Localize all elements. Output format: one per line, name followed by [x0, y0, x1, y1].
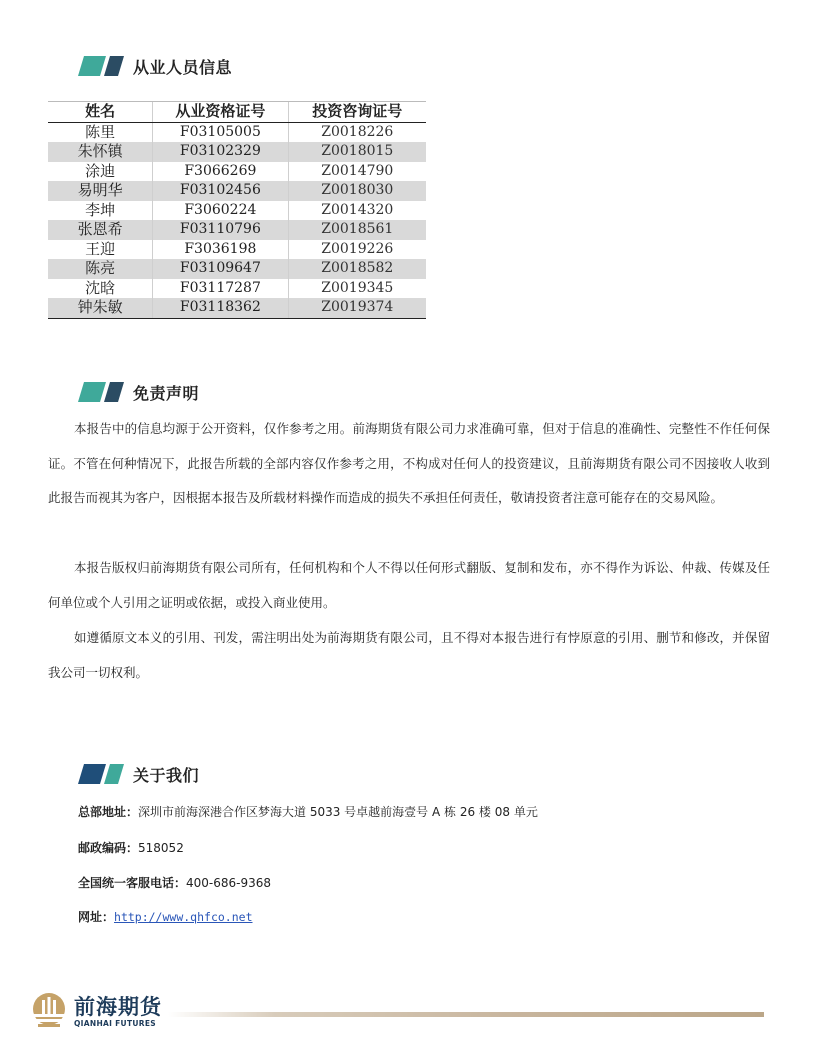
qualification-number: F03105005	[153, 122, 288, 142]
disclaimer-paragraph-1: 本报告中的信息均源于公开资料，仅作参考之用。前海期货有限公司力求准确可靠，但对于信息的准确性、完整性不作任何保证。不管在何种情况下，此报告所载的全部内容仅作参考之用，不构成对任何人的投资建议，且前海期货有限公司不因接收人收到此报告而视其为客户，因根据本报告及所载材料操作而造成的损失不承担任何责任，敬请投资者注意可能存在的交易风险。	[48, 421, 770, 505]
address-value: 深圳市前海深港合作区梦海大道 5033 号卓越前海壹号 A 栋 26 楼 08 单元	[138, 805, 538, 819]
qualification-number: F03118362	[153, 298, 288, 318]
disclaimer-paragraph-3: 如遵循原文本义的引用、刊发，需注明出处为前海期货有限公司，且不得对本报告进行有悖原意的引用、删节和修改，并保留我公司一切权利。	[48, 630, 770, 680]
company-logo	[30, 992, 162, 1030]
hotline-label: 全国统一客服电话：	[78, 876, 187, 890]
staff-name: 沈晗	[85, 278, 116, 297]
hotline-line	[78, 874, 271, 891]
consulting-number: Z0018015	[288, 142, 426, 162]
consulting-number: Z0019226	[288, 240, 426, 260]
table-row	[48, 201, 426, 221]
logo-emblem-icon	[30, 992, 68, 1030]
address-line	[78, 803, 538, 820]
staff-name: 钟朱敏	[48, 298, 153, 318]
table-row	[48, 220, 426, 240]
consulting-number: Z0018582	[288, 259, 426, 279]
staff-table	[48, 101, 426, 319]
header-qualification: 从业资格证号	[153, 102, 288, 123]
disclaimer-section-header	[78, 381, 199, 403]
table-row	[48, 298, 426, 318]
qualification-number: F03109647	[153, 259, 288, 279]
consulting-number: Z0014320	[288, 201, 426, 221]
website-line	[78, 908, 253, 925]
disclaimer-paragraph-2: 本报告版权归前海期货有限公司所有，任何机构和个人不得以任何形式翻版、复制和发布，亦不得作为诉讼、仲裁、传媒及任何单位或个人引用之证明或依据，或投入商业使用。	[48, 560, 770, 610]
table-row	[48, 259, 426, 279]
section-marker-icon	[78, 764, 124, 784]
staff-section-title: 从业人员信息	[133, 57, 233, 77]
qualification-number: F3066269	[153, 162, 288, 182]
table-row	[48, 240, 426, 260]
table-header-row	[48, 102, 426, 123]
logo-chinese-name: 前海期货	[74, 993, 162, 1019]
header-investment-consulting: 投资咨询证号	[288, 102, 426, 123]
staff-name: 王迎	[85, 239, 116, 258]
consulting-number: Z0019374	[288, 298, 426, 318]
section-marker-icon	[78, 56, 124, 76]
section-marker-icon	[78, 382, 124, 402]
consulting-number: Z0018561	[288, 220, 426, 240]
table-row	[48, 122, 426, 142]
disclaimer-section-title: 免责声明	[133, 383, 200, 403]
staff-name: 张恩希	[48, 220, 153, 240]
table-row	[48, 142, 426, 162]
staff-name: 李坤	[85, 200, 116, 219]
staff-name: 易明华	[48, 181, 153, 201]
table-row	[48, 162, 426, 182]
website-label: 网址：	[78, 910, 115, 924]
about-section-header	[78, 763, 199, 785]
consulting-number: Z0018030	[288, 181, 426, 201]
consulting-number: Z0014790	[288, 162, 426, 182]
qualification-number: F03102329	[153, 142, 288, 162]
postcode-value: 518052	[138, 841, 184, 855]
logo-english-name: QIANHAI FUTURES	[74, 1018, 156, 1028]
staff-name: 涂迪	[85, 161, 116, 180]
qualification-number: F03110796	[153, 220, 288, 240]
postcode-label: 邮政编码：	[78, 841, 139, 855]
staff-name: 陈里	[85, 122, 116, 141]
qualification-number: F03117287	[153, 279, 288, 299]
header-name: 姓名	[48, 102, 153, 123]
about-section-title: 关于我们	[133, 765, 200, 785]
footer-divider	[168, 1012, 764, 1017]
postcode-line	[78, 839, 184, 856]
staff-name: 陈亮	[48, 259, 153, 279]
consulting-number: Z0018226	[288, 122, 426, 142]
table-row	[48, 181, 426, 201]
table-row	[48, 279, 426, 299]
staff-section-header	[78, 55, 232, 77]
consulting-number: Z0019345	[288, 279, 426, 299]
qualification-number: F3036198	[153, 240, 288, 260]
staff-name: 朱怀镇	[48, 142, 153, 162]
address-label: 总部地址：	[78, 805, 139, 819]
website-link[interactable]: http://www.qhfco.net	[114, 910, 253, 924]
qualification-number: F3060224	[153, 201, 288, 221]
hotline-value: 400-686-9368	[186, 876, 272, 890]
qualification-number: F03102456	[153, 181, 288, 201]
